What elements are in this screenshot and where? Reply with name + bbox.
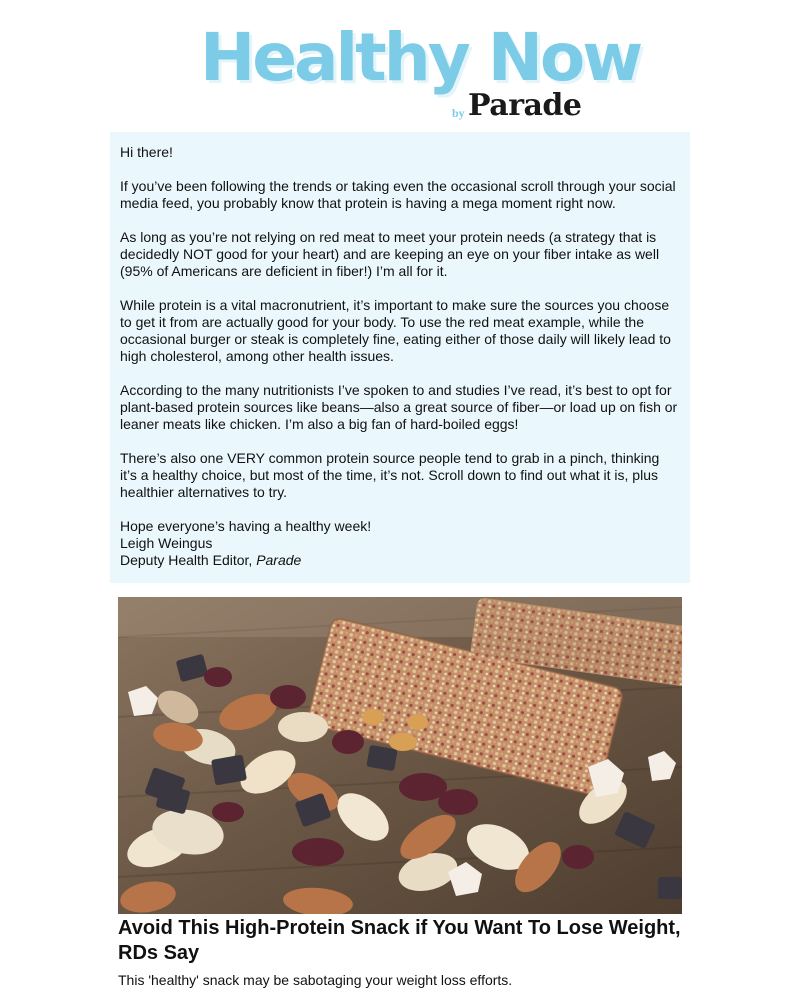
trail-mix-granola-bar-photo	[118, 597, 682, 914]
letter-paragraph: If you’ve been following the trends or taking even the occasional scroll through your social media feed, you probably know that protein is having a mega moment right now.	[120, 178, 676, 211]
article-dek: This 'healthy' snack may be sabotaging your weight loss efforts.	[118, 972, 513, 988]
letter-paragraph: According to the many nutritionists I’ve spoken to and studies I’ve read, it’s best to opt for plant-based protein sources like beans—also a great source of fiber—or load up on fish or leaner meats like chicken. I’m also a big fan of hard-boiled eggs!	[120, 382, 678, 432]
logo-parade-brand: Parade	[468, 88, 582, 123]
letter-paragraph: While protein is a vital macronutrient, it’s important to make sure the sources you choose to get it from are actually good for your body. To use the red meat example, while the occasional burger or steak is completely fine, eating either of those daily will likely lead to high cholesterol, among other health issues.	[120, 297, 671, 364]
author-publication: Parade	[256, 552, 302, 568]
letter-greeting: Hi there!	[120, 144, 173, 160]
letter-paragraph: As long as you’re not relying on red meat to meet your protein needs (a strategy that is decidedly NOT good for your heart) and are keeping an eye on your fiber intake as well (95% of Americans are deficient in fiber!) I’m all for it.	[120, 229, 660, 279]
editor-letter	[110, 132, 690, 583]
letter-author: Leigh Weingus	[120, 535, 213, 551]
author-role-prefix: Deputy Health Editor,	[120, 552, 257, 568]
healthy-now-logo[interactable]	[200, 18, 641, 126]
logo-wordmark: Healthy Now	[200, 19, 641, 96]
letter-author-role	[120, 552, 680, 569]
article-hero-image[interactable]	[118, 597, 682, 914]
letter-paragraph: There’s also one VERY common protein source people tend to grab in a pinch, thinking it’s a healthy choice, but most of the time, it’s not. Scroll down to find out what it is, plus healthier alternatives to try.	[120, 450, 660, 500]
letter-signoff: Hope everyone’s having a healthy week!	[120, 518, 372, 534]
logo-by-text: by	[452, 106, 465, 120]
article-title-link[interactable]: Avoid This High-Protein Snack if You Want To Lose Weight, RDs Say	[118, 917, 681, 964]
